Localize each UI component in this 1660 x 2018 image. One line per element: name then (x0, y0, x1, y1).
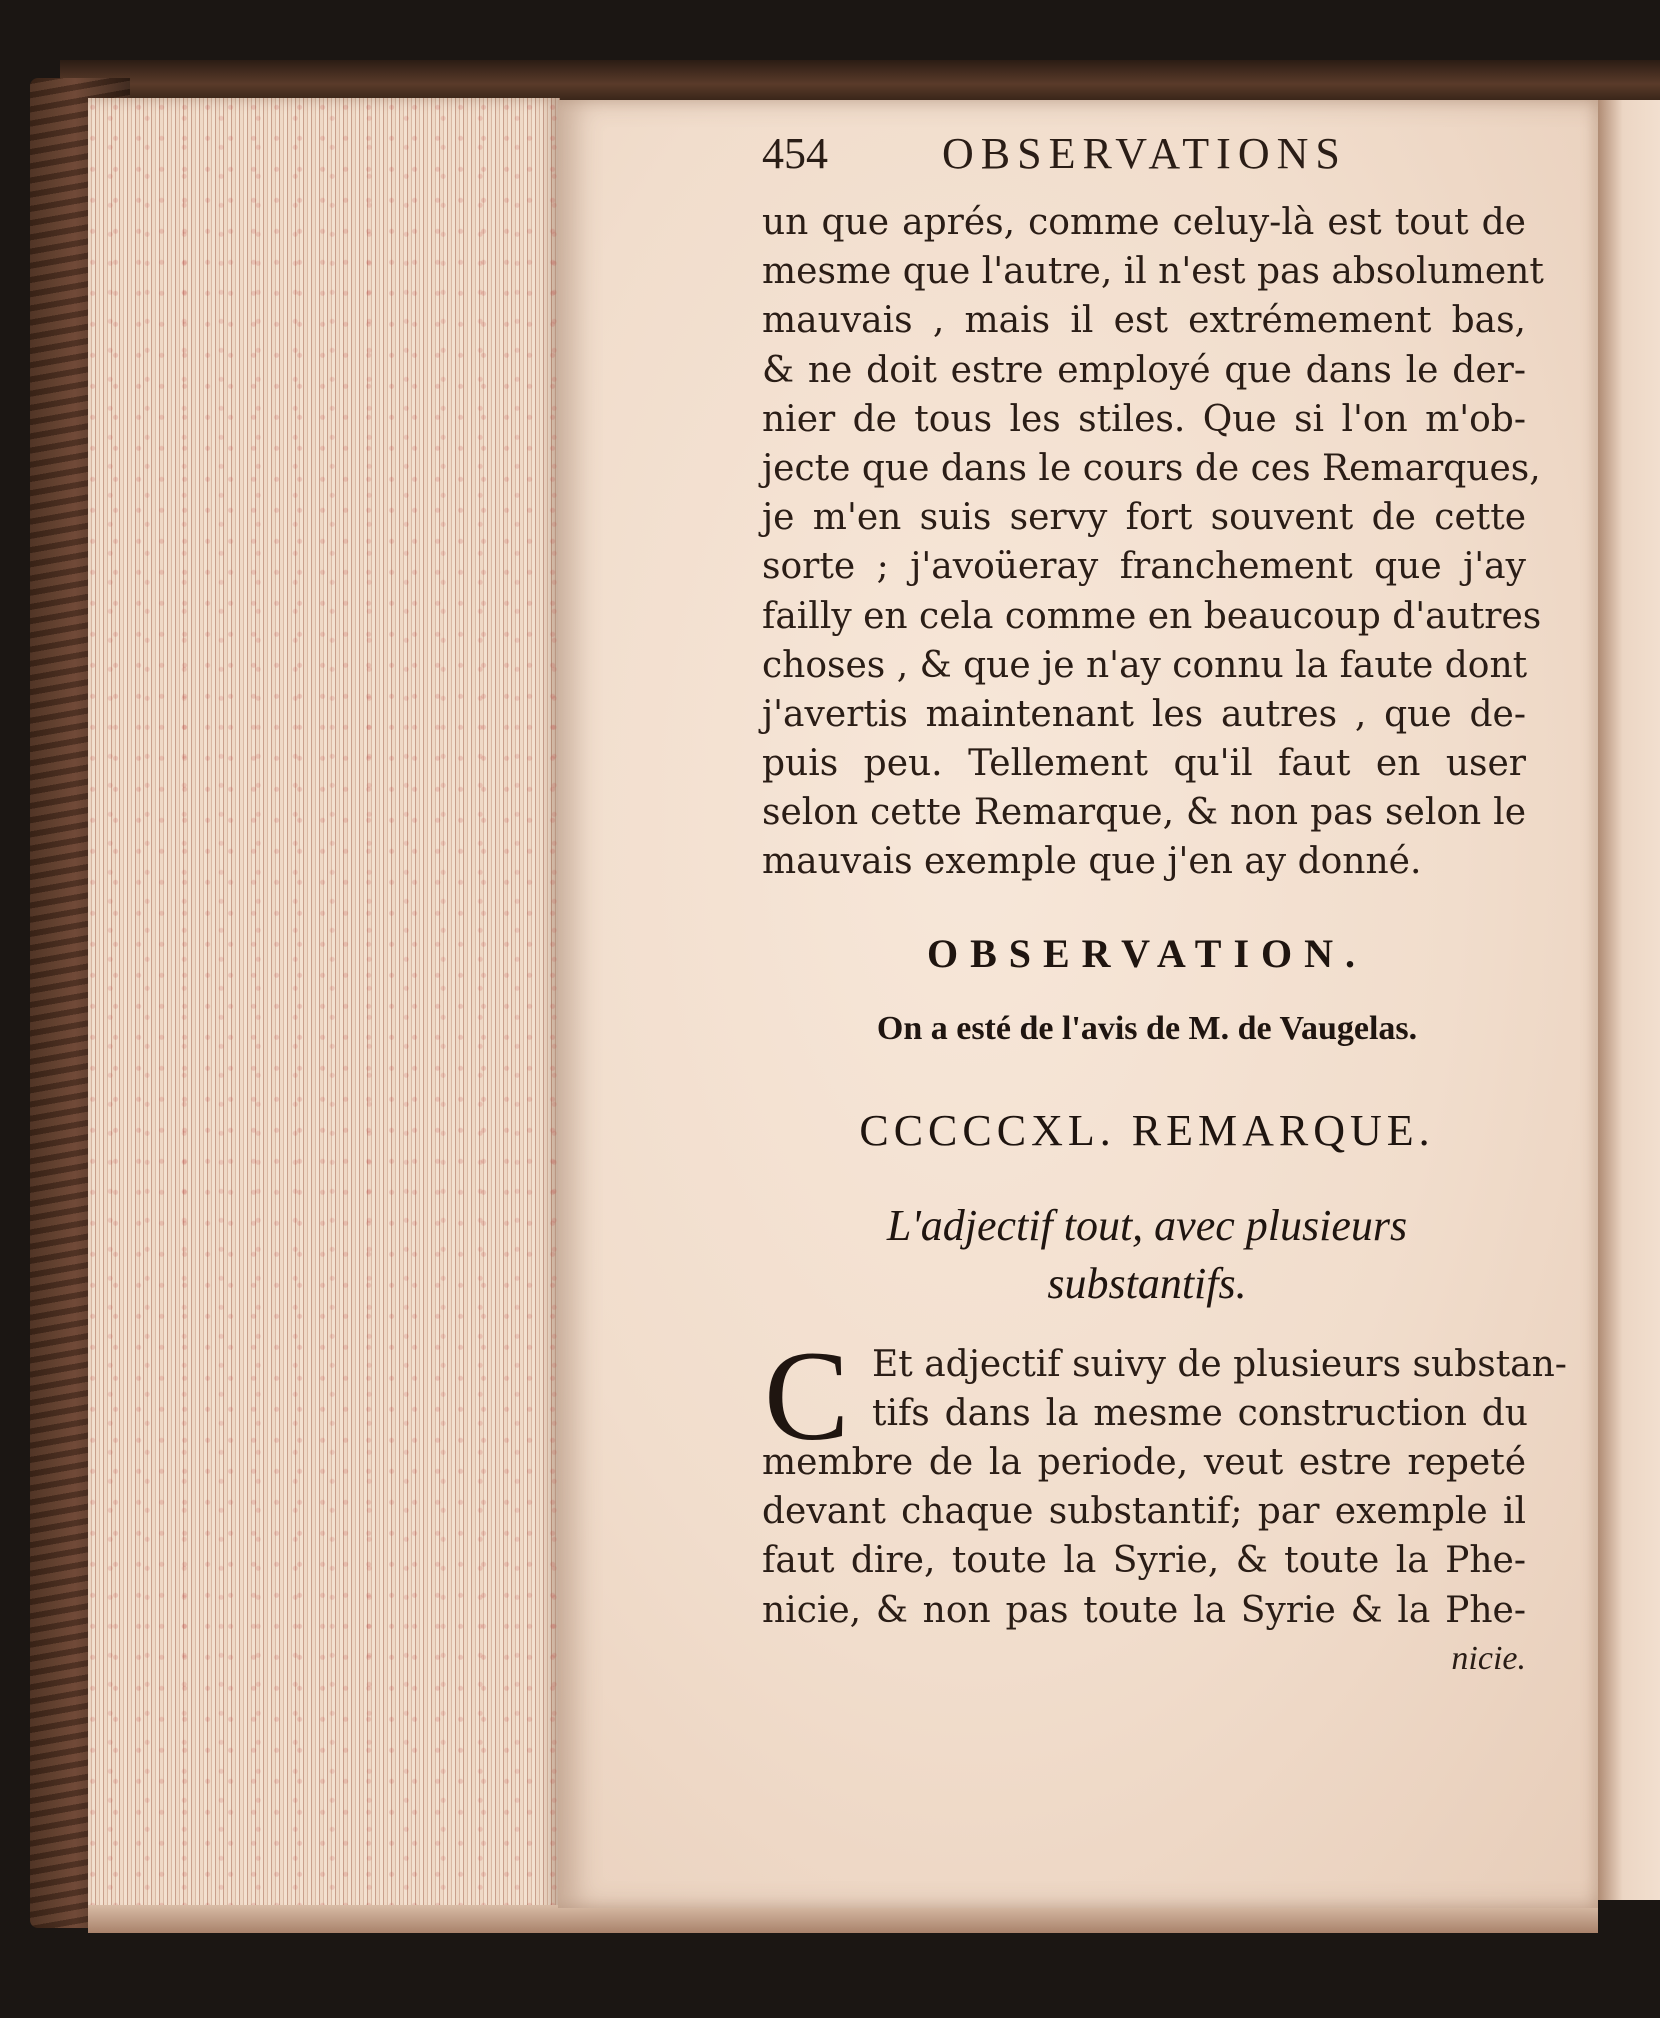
remark-title-line-1: L'adjectif tout, avec plusieurs (886, 1201, 1408, 1250)
text-line: sorte ; j'avoüeray franchement que j'ay (762, 546, 1526, 588)
observation-heading: OBSERVATION. (926, 931, 1368, 976)
text-line: devant chaque substantif; par exemple il (762, 1491, 1526, 1533)
paragraph-2-beside-cap (872, 1340, 1567, 1438)
text-line: nier de tous les stiles. Que si l'on m'ob- (762, 398, 1526, 440)
text-line: mauvais exemple que j'en ay donné. (762, 841, 1422, 883)
drop-cap: C (764, 1325, 850, 1467)
text-line: failly en cela comme en beaucoup d'autres (762, 595, 1542, 637)
page-number: 454 (762, 129, 828, 178)
text-line: j'avertis maintenant les autres , que de- (762, 693, 1526, 735)
paragraph-2 (762, 1438, 1526, 1635)
text-line: mesme que l'autre, il n'est pas absolument (762, 251, 1544, 293)
text-line: nicie, & non pas toute la Syrie & la Phe- (762, 1589, 1526, 1631)
book-top-board (60, 60, 1660, 100)
text-line: selon cette Remarque, & non pas selon le (762, 792, 1526, 834)
text-line: choses , & que je n'ay connu la faute dont (762, 644, 1528, 686)
text-line: faut dire, toute la Syrie, & toute la Phe- (762, 1540, 1526, 1582)
text-line: mauvais , mais il est extrémement bas, (762, 300, 1526, 342)
text-line: Et adjectif suivy de plusieurs substan- (872, 1344, 1567, 1385)
paragraph-1 (762, 198, 1544, 887)
text-line: jecte que dans le cours de ces Remarques, (762, 447, 1541, 489)
text-line: puis peu. Tellement qu'il faut en user (762, 743, 1526, 785)
remark-heading: CCCCCXL. REMARQUE. (859, 1106, 1435, 1155)
next-page-edge (1598, 100, 1660, 1900)
text-line: tifs dans la mesme construction du (872, 1393, 1528, 1435)
text-line: un que aprés, comme celuy-là est tout de (762, 202, 1526, 243)
text-line: & ne doit estre employé que dans le der- (762, 349, 1526, 391)
catchword: nicie. (1451, 1640, 1526, 1677)
running-head: OBSERVATIONS (942, 129, 1347, 178)
text-line: je m'en suis servy fort souvent de cette (762, 497, 1526, 539)
page-header (762, 128, 1532, 188)
observation-text: On a esté de l'avis de M. de Vaugelas. (876, 1010, 1418, 1047)
page-edges-stack (88, 98, 560, 1918)
remark-title-line-2: substantifs. (1047, 1259, 1247, 1308)
page-bottom-edge (88, 1905, 1598, 1933)
text-line: membre de la periode, veut estre repeté (762, 1442, 1526, 1483)
